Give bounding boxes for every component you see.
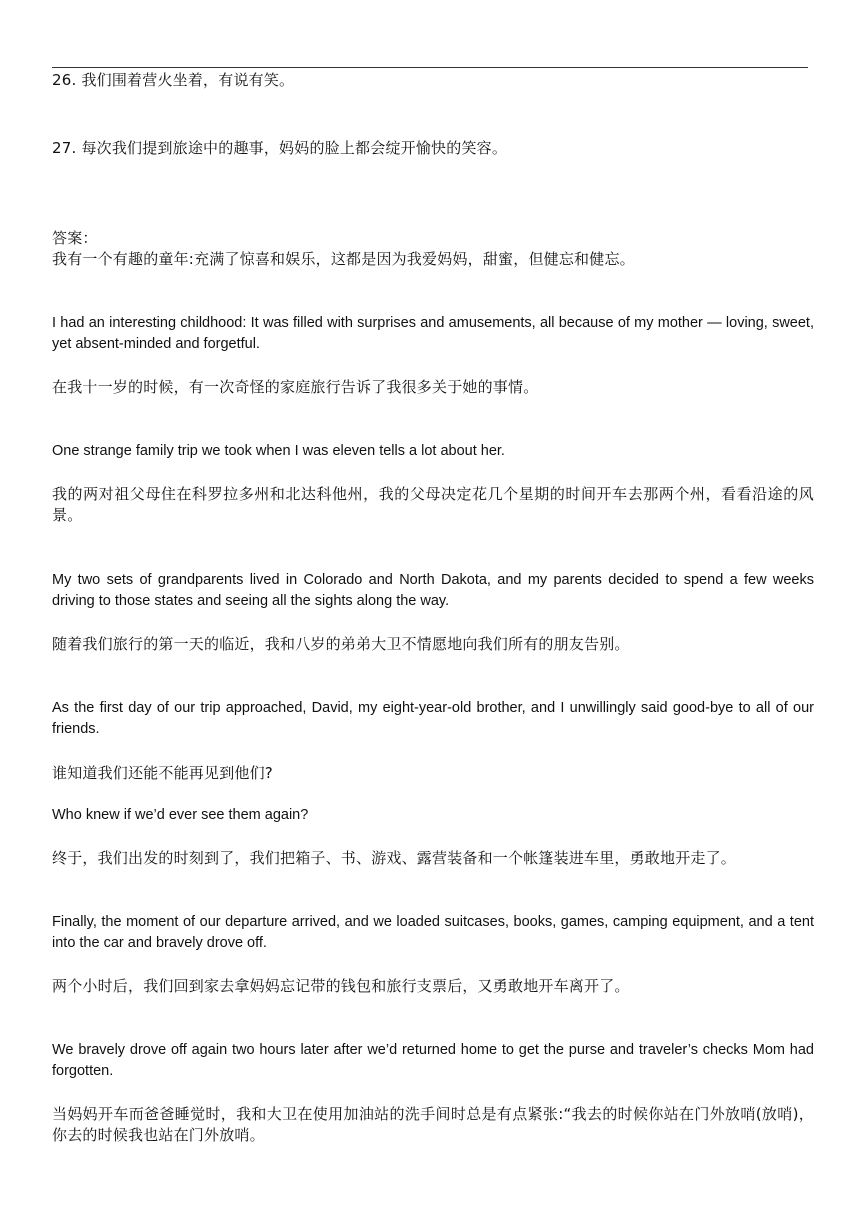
paragraph-en-3: My two sets of grandparents lived in Colorado and North Dakota, and my parents decided to spend a few weeks driving to those states and seeing all the sights along the way.: [52, 572, 814, 609]
question-number: 26.: [52, 71, 77, 89]
paragraph-zh-5: 谁知道我们还能不能再见到他们?: [52, 764, 273, 782]
answer-label: 答案：: [52, 229, 98, 247]
question-number: 27.: [52, 139, 77, 157]
paragraph-en-1: I had an interesting childhood: It was filled with surprises and amusements, all because of my mother — loving, sweet, yet absent-minded and forgetful.: [52, 315, 814, 352]
paragraph-zh-3: 我的两对祖父母住在科罗拉多州和北达科他州，我的父母决定花几个星期的时间开车去那两个州，看看沿途的风景。: [52, 485, 814, 524]
question-text: 我们围着营火坐着，有说有笑。: [81, 71, 295, 89]
paragraph-zh-4: 随着我们旅行的第一天的临近，我和八岁的弟弟大卫不情愿地向我们所有的朋友告别。: [52, 635, 630, 653]
paragraph-zh-2: 在我十一岁的时候，有一次奇怪的家庭旅行告诉了我很多关于她的事情。: [52, 378, 539, 396]
paragraph-zh-1: 我有一个有趣的童年:充满了惊喜和娱乐，这都是因为我爱妈妈，甜蜜，但健忘和健忘。: [52, 250, 635, 268]
paragraph-zh-8: 当妈妈开车而爸爸睡觉时，我和大卫在使用加油站的洗手间时总是有点紧张:“我去的时候你站在门外放哨(放哨)，你去的时候我也站在门外放哨。: [52, 1105, 814, 1144]
paragraph-en-2: One strange family trip we took when I was eleven tells a lot about her.: [52, 443, 505, 459]
paragraph-en-5: Who knew if we’d ever see them again?: [52, 807, 309, 823]
question-27: [52, 138, 814, 159]
paragraph-en-7: We bravely drove off again two hours later after we’d returned home to get the purse and traveler’s checks Mom had forgotten.: [52, 1042, 814, 1079]
paragraph-en-4: As the first day of our trip approached, David, my eight-year-old brother, and I unwillingly said good-bye to all of our friends.: [52, 700, 814, 737]
paragraph-en-6: Finally, the moment of our departure arrived, and we loaded suitcases, books, games, camping equipment, and a tent into the car and bravely drove off.: [52, 914, 814, 951]
question-26: [52, 70, 814, 91]
top-rule: [52, 67, 808, 68]
question-text: 每次我们提到旅途中的趣事，妈妈的脸上都会绽开愉快的笑容。: [81, 139, 508, 157]
paragraph-zh-6: 终于，我们出发的时刻到了，我们把箱子、书、游戏、露营装备和一个帐篷装进车里，勇敢地开走了。: [52, 849, 737, 867]
paragraph-zh-7: 两个小时后，我们回到家去拿妈妈忘记带的钱包和旅行支票后，又勇敢地开车离开了。: [52, 977, 630, 995]
